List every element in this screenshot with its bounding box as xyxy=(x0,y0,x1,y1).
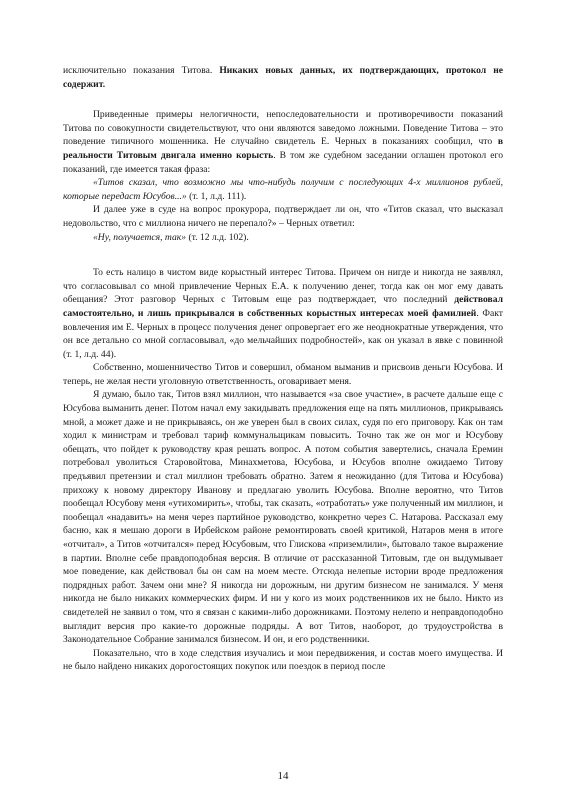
paragraph-1: исключительно показания Титова. Никаких новых данных, их подтверждающих, протокол не содержит. xyxy=(63,65,503,90)
bold-statement: Никаких новых данных, их подтверждающих, протокол не содержит xyxy=(63,65,503,90)
paragraph-2: Приведенные примеры нелогичности, непоследовательности и противоречивости показаний Титова по совокупности свидетельствуют, что они являются заведомо ложными. Поведение Титова – это поведение типичного мошенника. Не случайно свидетель Е. Черных в показаниях сообщил, что в реальности Титовым двигала именно корысть. В том же судебном заседании оглашен протокол его показаний, где имеется такая фраза: xyxy=(63,109,503,175)
paragraph-4: То есть налицо в чистом виде корыстный интерес Титова. Причем он нигде и никогда не заявлял, что согласовывал со мной привлечение Черных Е.А. к получению денег, тогда как он мог ему давать обещания? Этот разговор Черных с Титовым еще раз подтверждает, что последний действовал самостоятельно, и лишь прикрывался в собственных корыстных интересах моей фамилией. Факт вовлечения им Е. Черных в процесс получения денег опровергает его же неоднократные утверждения, что он все детально со мной согласовывал, «до мельчайших подробностей», как он указал в явке с повинной (т. 1, л.д. 44). xyxy=(63,267,503,360)
document-body xyxy=(63,64,503,674)
paragraph-6: Я думаю, было так, Титов взял миллион, что называется «за свое участие», в расчете дальше еще с Юсубова выманить денег. Потом начал ему закидывать предложения еще на пять миллионов, прикрываясь мной, а может даже и не прикрываясь, он же уверен был в своих силах, судя по его приговору. Как он там ходил к министрам и требовал тариф коммунальщикам повысить. Точно так же он мог и Юсубову обещать, что пойдет к руководству края решать вопрос. А потом события завертелись, сначала Еремин потребовал уволиться Старовойтова, Минахметова, Юсубова, и Юсубов вполне ожидаемо Титову предъявил претензии и стал миллион требовать обратно. Затем я неожиданно (для Титова и Юсубова) прихожу к новому директору Иванову и предлагаю уволить Юсубова. Вполне вероятно, что Титов пообещал Юсубову меня «утихомирить», чтобы, так сказать, «отработать» уже полученный им миллион, и пообещал «надавить» на меня через партийное руководство, конкретно через С. Натарова. Рассказал ему басню, как я мешаю дороги в Ирбейском районе ремонтировать своей критикой, Натаров меня в итоге «отчитал», а Титов «отчитался» перед Юсубовым, что Глискова «приземлили», бытовало такое выражение в партии. Вполне себе правдоподобная версия. В отличие от рассказанной Титовым, где он выдумывает мое поведение, как действовал бы он сам на моем месте. Отсюда нелепые истории вроде предложения подрядных работ. Зачем они мне? Я никогда ни дорожным, ни другим бизнесом не занимался. У меня никогда не было никаких коммерческих фирм. И ни у кого из моих родственников их не было. Никто из свидетелей не заявил о том, что я связан с какими-либо дорожниками. Поэтому нелепо и неправдоподобно выглядит версия про какие-то дорожные подряды. А вот Титов, наоборот, до трудоустройства в Законодательное Собрание занимался бизнесом. И он, и его родственники. xyxy=(63,389,503,646)
page-number: 14 xyxy=(277,770,289,782)
paragraph-3: И далее уже в суде на вопрос прокурора, подтверждает ли он, что «Титов сказал, что высказал недовольство, что с миллиона ничего не перепало?» – Черных ответил: xyxy=(63,204,503,229)
paragraph-5: Собственно, мошенничество Титов и совершил, обманом выманив и присвоив деньги Юсубова. И теперь, не желая нести уголовную ответственность, оговаривает меня. xyxy=(63,362,503,387)
bold-statement: в реальности Титовым двигала именно корысть xyxy=(63,136,503,161)
bold-statement: действовал самостоятельно, и лишь прикрывался в собственных корыстных интересах моей фамилией xyxy=(63,294,503,319)
quote-2: «Ну, получается, так» (т. 12 л.д. 102). xyxy=(93,231,249,243)
quote-1: «Титов сказал, что возможно мы что-нибудь получим с последующих 4-х миллионов рублей, которые передаст Юсубов...» (т. 1, л.д. 111). xyxy=(63,177,503,202)
paragraph-7: Показательно, что в ходе следствия изучались и мои передвижения, и состав моего имущества. И не было найдено никаких дорогостоящих покупок или поездок в период после xyxy=(63,647,503,673)
